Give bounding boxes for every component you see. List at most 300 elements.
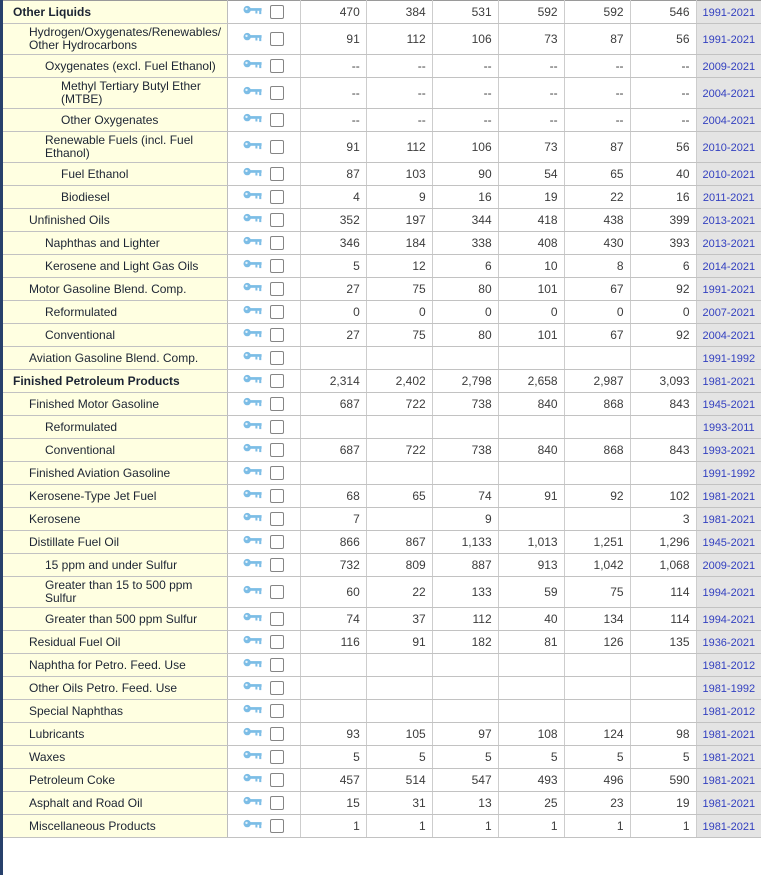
value-cell-1: -- (300, 78, 366, 109)
value-cell-6: -- (630, 78, 696, 109)
value-cell-5: 22 (564, 186, 630, 209)
row-checkbox[interactable] (270, 32, 284, 46)
value-cell-2: 31 (366, 792, 432, 815)
year-range-cell (696, 186, 761, 209)
value-cell-1 (300, 347, 366, 370)
value-cell-5: 1,042 (564, 554, 630, 577)
value-cell-4: -- (498, 55, 564, 78)
year-range-link[interactable]: 1993-2011 (702, 422, 755, 434)
value-cell-6: 92 (630, 278, 696, 301)
row-label (3, 347, 227, 370)
row-label (3, 577, 227, 608)
value-cell-1: 470 (300, 1, 366, 24)
key-icon[interactable] (243, 282, 262, 296)
key-icon[interactable] (243, 704, 262, 718)
value-cell-6: -- (630, 55, 696, 78)
row-label-text: Hydrogen/Oxygenates/Renewables/ Other Hydrocarbons (29, 25, 222, 52)
row-controls-cell (227, 24, 300, 55)
value-cell-4: 25 (498, 792, 564, 815)
row-label-text: Miscellaneous Products (29, 818, 156, 833)
value-cell-1: 27 (300, 324, 366, 347)
value-cell-6: 3,093 (630, 370, 696, 393)
row-label-text: Naphtha for Petro. Feed. Use (29, 657, 186, 672)
year-range-link[interactable]: 2011-2021 (702, 192, 755, 204)
value-cell-2: 9 (366, 186, 432, 209)
key-icon[interactable] (243, 796, 262, 810)
row-controls-cell (227, 508, 300, 531)
row-label (3, 393, 227, 416)
key-icon[interactable] (243, 658, 262, 672)
year-range-cell (696, 439, 761, 462)
key-icon[interactable] (243, 259, 262, 273)
table-row (3, 700, 761, 723)
year-range-link[interactable]: 1981-2021 (702, 798, 756, 810)
row-label (3, 109, 227, 132)
year-range-link[interactable]: 1981-2021 (702, 821, 756, 833)
year-range-cell (696, 416, 761, 439)
value-cell-5: 8 (564, 255, 630, 278)
value-cell-4 (498, 416, 564, 439)
value-cell-5: 5 (564, 746, 630, 769)
row-checkbox[interactable] (270, 466, 284, 480)
row-checkbox[interactable] (270, 236, 284, 250)
value-cell-5: 134 (564, 608, 630, 631)
year-range-link[interactable]: 1991-2021 (702, 34, 756, 46)
row-checkbox[interactable] (270, 773, 284, 787)
year-range-link[interactable]: 1945-2021 (702, 537, 756, 549)
value-cell-1: 60 (300, 577, 366, 608)
year-range-link[interactable]: 1981-2021 (702, 376, 756, 388)
row-checkbox[interactable] (270, 489, 284, 503)
row-label (3, 769, 227, 792)
year-range-link[interactable]: 1981-2021 (702, 775, 756, 787)
value-cell-6: 393 (630, 232, 696, 255)
value-cell-3: 1,133 (432, 531, 498, 554)
row-controls-cell (227, 416, 300, 439)
value-cell-3: 887 (432, 554, 498, 577)
row-checkbox[interactable] (270, 86, 284, 100)
key-icon[interactable] (243, 397, 262, 411)
value-cell-3: 547 (432, 769, 498, 792)
year-range-link[interactable]: 1991-2021 (702, 284, 756, 296)
row-controls-cell (227, 792, 300, 815)
row-label (3, 209, 227, 232)
year-range-link[interactable]: 1991-2021 (702, 7, 756, 19)
year-range-link[interactable]: 1981-1992 (702, 683, 756, 695)
row-label (3, 24, 227, 55)
value-cell-5: 75 (564, 577, 630, 608)
value-cell-2 (366, 416, 432, 439)
value-cell-2 (366, 508, 432, 531)
value-cell-3 (432, 677, 498, 700)
row-checkbox[interactable] (270, 612, 284, 626)
key-icon[interactable] (243, 167, 262, 181)
key-icon[interactable] (243, 612, 262, 626)
table-row (3, 723, 761, 746)
row-label-text: Kerosene-Type Jet Fuel (29, 488, 157, 503)
year-range-cell (696, 301, 761, 324)
value-cell-2: 722 (366, 393, 432, 416)
row-label-text: Renewable Fuels (incl. Fuel Ethanol) (45, 133, 194, 160)
row-checkbox[interactable] (270, 750, 284, 764)
row-label (3, 554, 227, 577)
value-cell-4: 493 (498, 769, 564, 792)
table-row (3, 439, 761, 462)
value-cell-2 (366, 654, 432, 677)
value-cell-5: 592 (564, 1, 630, 24)
key-icon[interactable] (243, 140, 262, 154)
key-icon[interactable] (243, 750, 262, 764)
year-range-cell (696, 109, 761, 132)
row-checkbox[interactable] (270, 351, 284, 365)
year-range-cell (696, 700, 761, 723)
value-cell-4: 73 (498, 132, 564, 163)
value-cell-4: 1,013 (498, 531, 564, 554)
key-icon[interactable] (243, 535, 262, 549)
year-range-cell (696, 554, 761, 577)
row-label (3, 78, 227, 109)
row-checkbox[interactable] (270, 796, 284, 810)
row-label (3, 1, 227, 24)
table-row (3, 815, 761, 838)
row-checkbox[interactable] (270, 558, 284, 572)
value-cell-1: 4 (300, 186, 366, 209)
row-label-text: Oxygenates (excl. Fuel Ethanol) (45, 58, 216, 73)
value-cell-2: 65 (366, 485, 432, 508)
row-checkbox[interactable] (270, 535, 284, 549)
value-cell-2: 12 (366, 255, 432, 278)
value-cell-6: 3 (630, 508, 696, 531)
year-range-link[interactable]: 2009-2021 (702, 560, 756, 572)
year-range-cell (696, 278, 761, 301)
row-checkbox[interactable] (270, 305, 284, 319)
row-checkbox[interactable] (270, 819, 284, 833)
row-checkbox[interactable] (270, 374, 284, 388)
table-row (3, 769, 761, 792)
value-cell-3: 16 (432, 186, 498, 209)
row-label-text: Other Oxygenates (61, 112, 159, 127)
table-body (3, 1, 761, 838)
value-cell-4: 59 (498, 577, 564, 608)
value-cell-3: 80 (432, 278, 498, 301)
key-icon[interactable] (243, 681, 262, 695)
year-range-cell (696, 485, 761, 508)
year-range-link[interactable]: 1981-2021 (702, 491, 756, 503)
value-cell-4: 840 (498, 393, 564, 416)
key-icon[interactable] (243, 5, 262, 19)
year-range-link[interactable]: 1981-2012 (702, 706, 756, 718)
value-cell-1 (300, 654, 366, 677)
row-label (3, 631, 227, 654)
key-icon[interactable] (243, 213, 262, 227)
value-cell-5: 1 (564, 815, 630, 838)
year-range-link[interactable]: 1994-2021 (702, 587, 756, 599)
row-checkbox[interactable] (270, 585, 284, 599)
value-cell-2: 103 (366, 163, 432, 186)
row-checkbox[interactable] (270, 213, 284, 227)
row-label-text: Kerosene and Light Gas Oils (45, 258, 199, 273)
year-range-cell (696, 370, 761, 393)
value-cell-1: 0 (300, 301, 366, 324)
row-label (3, 531, 227, 554)
row-label-text: Residual Fuel Oil (29, 634, 121, 649)
row-label (3, 370, 227, 393)
row-checkbox[interactable] (270, 59, 284, 73)
row-checkbox[interactable] (270, 167, 284, 181)
value-cell-1: -- (300, 55, 366, 78)
value-cell-2: 0 (366, 301, 432, 324)
year-range-link[interactable]: 2007-2021 (702, 307, 756, 319)
row-label-text: Finished Aviation Gasoline (29, 465, 171, 480)
year-range-cell (696, 232, 761, 255)
value-cell-3: -- (432, 78, 498, 109)
year-range-link[interactable]: 2014-2021 (702, 261, 756, 273)
value-cell-1 (300, 416, 366, 439)
value-cell-3 (432, 654, 498, 677)
key-icon[interactable] (243, 466, 262, 480)
year-range-link[interactable]: 1981-2021 (702, 514, 756, 526)
value-cell-4: 10 (498, 255, 564, 278)
row-controls-cell (227, 746, 300, 769)
value-cell-5: 67 (564, 324, 630, 347)
row-checkbox[interactable] (270, 140, 284, 154)
value-cell-6: 399 (630, 209, 696, 232)
key-icon[interactable] (243, 727, 262, 741)
value-cell-6: 546 (630, 1, 696, 24)
value-cell-3 (432, 462, 498, 485)
row-label (3, 324, 227, 347)
year-range-link[interactable]: 1991-1992 (702, 468, 756, 480)
year-range-link[interactable]: 2004-2021 (702, 330, 756, 342)
key-icon[interactable] (243, 374, 262, 388)
table-row (3, 531, 761, 554)
year-range-cell (696, 393, 761, 416)
year-range-link[interactable]: 2013-2021 (702, 238, 756, 250)
row-label-text: Fuel Ethanol (61, 166, 129, 181)
value-cell-2: 722 (366, 439, 432, 462)
table-row (3, 255, 761, 278)
value-cell-6: 135 (630, 631, 696, 654)
value-cell-3: 106 (432, 24, 498, 55)
value-cell-1: 91 (300, 132, 366, 163)
key-icon[interactable] (243, 328, 262, 342)
value-cell-4: 840 (498, 439, 564, 462)
value-cell-2 (366, 700, 432, 723)
value-cell-1: 2,314 (300, 370, 366, 393)
row-checkbox[interactable] (270, 420, 284, 434)
year-range-link[interactable]: 2010-2021 (702, 142, 756, 154)
row-label-text: Lubricants (29, 726, 85, 741)
key-icon[interactable] (243, 420, 262, 434)
row-checkbox[interactable] (270, 282, 284, 296)
row-label-text: Special Naphthas (29, 703, 124, 718)
row-controls-cell (227, 700, 300, 723)
row-controls-cell (227, 163, 300, 186)
table-row (3, 347, 761, 370)
row-controls-cell (227, 186, 300, 209)
value-cell-3 (432, 416, 498, 439)
table-row (3, 416, 761, 439)
row-label-text: Greater than 500 ppm Sulfur (45, 611, 198, 626)
row-label-text: Greater than 15 to 500 ppm Sulfur (45, 578, 193, 605)
row-controls-cell (227, 132, 300, 163)
year-range-cell (696, 769, 761, 792)
row-controls-cell (227, 370, 300, 393)
row-label (3, 485, 227, 508)
value-cell-3 (432, 700, 498, 723)
row-checkbox[interactable] (270, 512, 284, 526)
row-label-text: Other Liquids (13, 4, 91, 19)
row-controls-cell (227, 109, 300, 132)
value-cell-5: 438 (564, 209, 630, 232)
key-icon[interactable] (243, 585, 262, 599)
key-icon[interactable] (243, 305, 262, 319)
year-range-link[interactable]: 1981-2021 (702, 729, 756, 741)
row-label (3, 416, 227, 439)
value-cell-5: 2,987 (564, 370, 630, 393)
year-range-cell (696, 815, 761, 838)
row-controls-cell (227, 209, 300, 232)
value-cell-6 (630, 677, 696, 700)
year-range-link[interactable]: 1994-2021 (702, 614, 756, 626)
row-checkbox[interactable] (270, 259, 284, 273)
value-cell-6: 843 (630, 439, 696, 462)
table-row (3, 232, 761, 255)
key-icon[interactable] (243, 443, 262, 457)
row-controls-cell (227, 677, 300, 700)
value-cell-4: -- (498, 109, 564, 132)
row-checkbox[interactable] (270, 443, 284, 457)
value-cell-1 (300, 677, 366, 700)
row-checkbox[interactable] (270, 397, 284, 411)
value-cell-2: 2,402 (366, 370, 432, 393)
value-cell-4: 592 (498, 1, 564, 24)
value-cell-1 (300, 700, 366, 723)
value-cell-3: -- (432, 109, 498, 132)
value-cell-1: 732 (300, 554, 366, 577)
year-range-link[interactable]: 2009-2021 (702, 61, 756, 73)
value-cell-4 (498, 700, 564, 723)
value-cell-4: 2,658 (498, 370, 564, 393)
year-range-link[interactable]: 2010-2021 (702, 169, 756, 181)
value-cell-4: 418 (498, 209, 564, 232)
value-cell-5: 430 (564, 232, 630, 255)
value-cell-6: 40 (630, 163, 696, 186)
row-label (3, 301, 227, 324)
value-cell-4 (498, 462, 564, 485)
key-icon[interactable] (243, 236, 262, 250)
value-cell-5 (564, 654, 630, 677)
year-range-link[interactable]: 2004-2021 (702, 115, 756, 127)
key-icon[interactable] (243, 558, 262, 572)
value-cell-2: 37 (366, 608, 432, 631)
table-row (3, 792, 761, 815)
key-icon[interactable] (243, 113, 262, 127)
row-label (3, 792, 227, 815)
value-cell-3: 6 (432, 255, 498, 278)
year-range-link[interactable]: 1936-2021 (702, 637, 756, 649)
value-cell-5: 67 (564, 278, 630, 301)
year-range-link[interactable]: 2004-2021 (702, 88, 756, 100)
table-row (3, 324, 761, 347)
year-range-cell (696, 462, 761, 485)
year-range-cell (696, 209, 761, 232)
value-cell-6: 0 (630, 301, 696, 324)
year-range-link[interactable]: 1991-1992 (702, 353, 756, 365)
value-cell-1: 27 (300, 278, 366, 301)
value-cell-3: 738 (432, 393, 498, 416)
row-label (3, 654, 227, 677)
year-range-link[interactable]: 2013-2021 (702, 215, 756, 227)
year-range-link[interactable]: 1981-2021 (702, 752, 756, 764)
key-icon[interactable] (243, 819, 262, 833)
row-label (3, 132, 227, 163)
row-checkbox[interactable] (270, 727, 284, 741)
value-cell-4: 1 (498, 815, 564, 838)
table-row (3, 508, 761, 531)
row-label (3, 232, 227, 255)
key-icon[interactable] (243, 489, 262, 503)
row-controls-cell (227, 278, 300, 301)
table-row (3, 209, 761, 232)
row-controls-cell (227, 347, 300, 370)
key-icon[interactable] (243, 86, 262, 100)
row-label (3, 508, 227, 531)
key-icon[interactable] (243, 773, 262, 787)
key-icon[interactable] (243, 59, 262, 73)
key-icon[interactable] (243, 512, 262, 526)
table-row (3, 24, 761, 55)
value-cell-4: 913 (498, 554, 564, 577)
row-checkbox[interactable] (270, 635, 284, 649)
value-cell-5: 92 (564, 485, 630, 508)
value-cell-1 (300, 462, 366, 485)
value-cell-2: 75 (366, 278, 432, 301)
year-range-link[interactable]: 1945-2021 (702, 399, 756, 411)
value-cell-6: 6 (630, 255, 696, 278)
row-checkbox[interactable] (270, 328, 284, 342)
table-row (3, 109, 761, 132)
key-icon[interactable] (243, 351, 262, 365)
value-cell-5: 1,251 (564, 531, 630, 554)
row-checkbox[interactable] (270, 658, 284, 672)
value-cell-1: 7 (300, 508, 366, 531)
year-range-link[interactable]: 1981-2012 (702, 660, 756, 672)
key-icon[interactable] (243, 32, 262, 46)
row-controls-cell (227, 631, 300, 654)
row-checkbox[interactable] (270, 681, 284, 695)
row-label (3, 186, 227, 209)
row-checkbox[interactable] (270, 190, 284, 204)
row-label-text: Naphthas and Lighter (45, 235, 160, 250)
year-range-cell (696, 24, 761, 55)
year-range-link[interactable]: 1993-2021 (702, 445, 756, 457)
key-icon[interactable] (243, 190, 262, 204)
row-checkbox[interactable] (270, 113, 284, 127)
table-row (3, 370, 761, 393)
row-label-text: Waxes (29, 749, 66, 764)
value-cell-3: 9 (432, 508, 498, 531)
value-cell-4 (498, 677, 564, 700)
row-label-text: Finished Motor Gasoline (29, 396, 160, 411)
table-row (3, 577, 761, 608)
row-checkbox[interactable] (270, 704, 284, 718)
value-cell-3: 74 (432, 485, 498, 508)
table-left-border (0, 0, 3, 875)
key-icon[interactable] (243, 635, 262, 649)
value-cell-4: 5 (498, 746, 564, 769)
row-checkbox[interactable] (270, 5, 284, 19)
